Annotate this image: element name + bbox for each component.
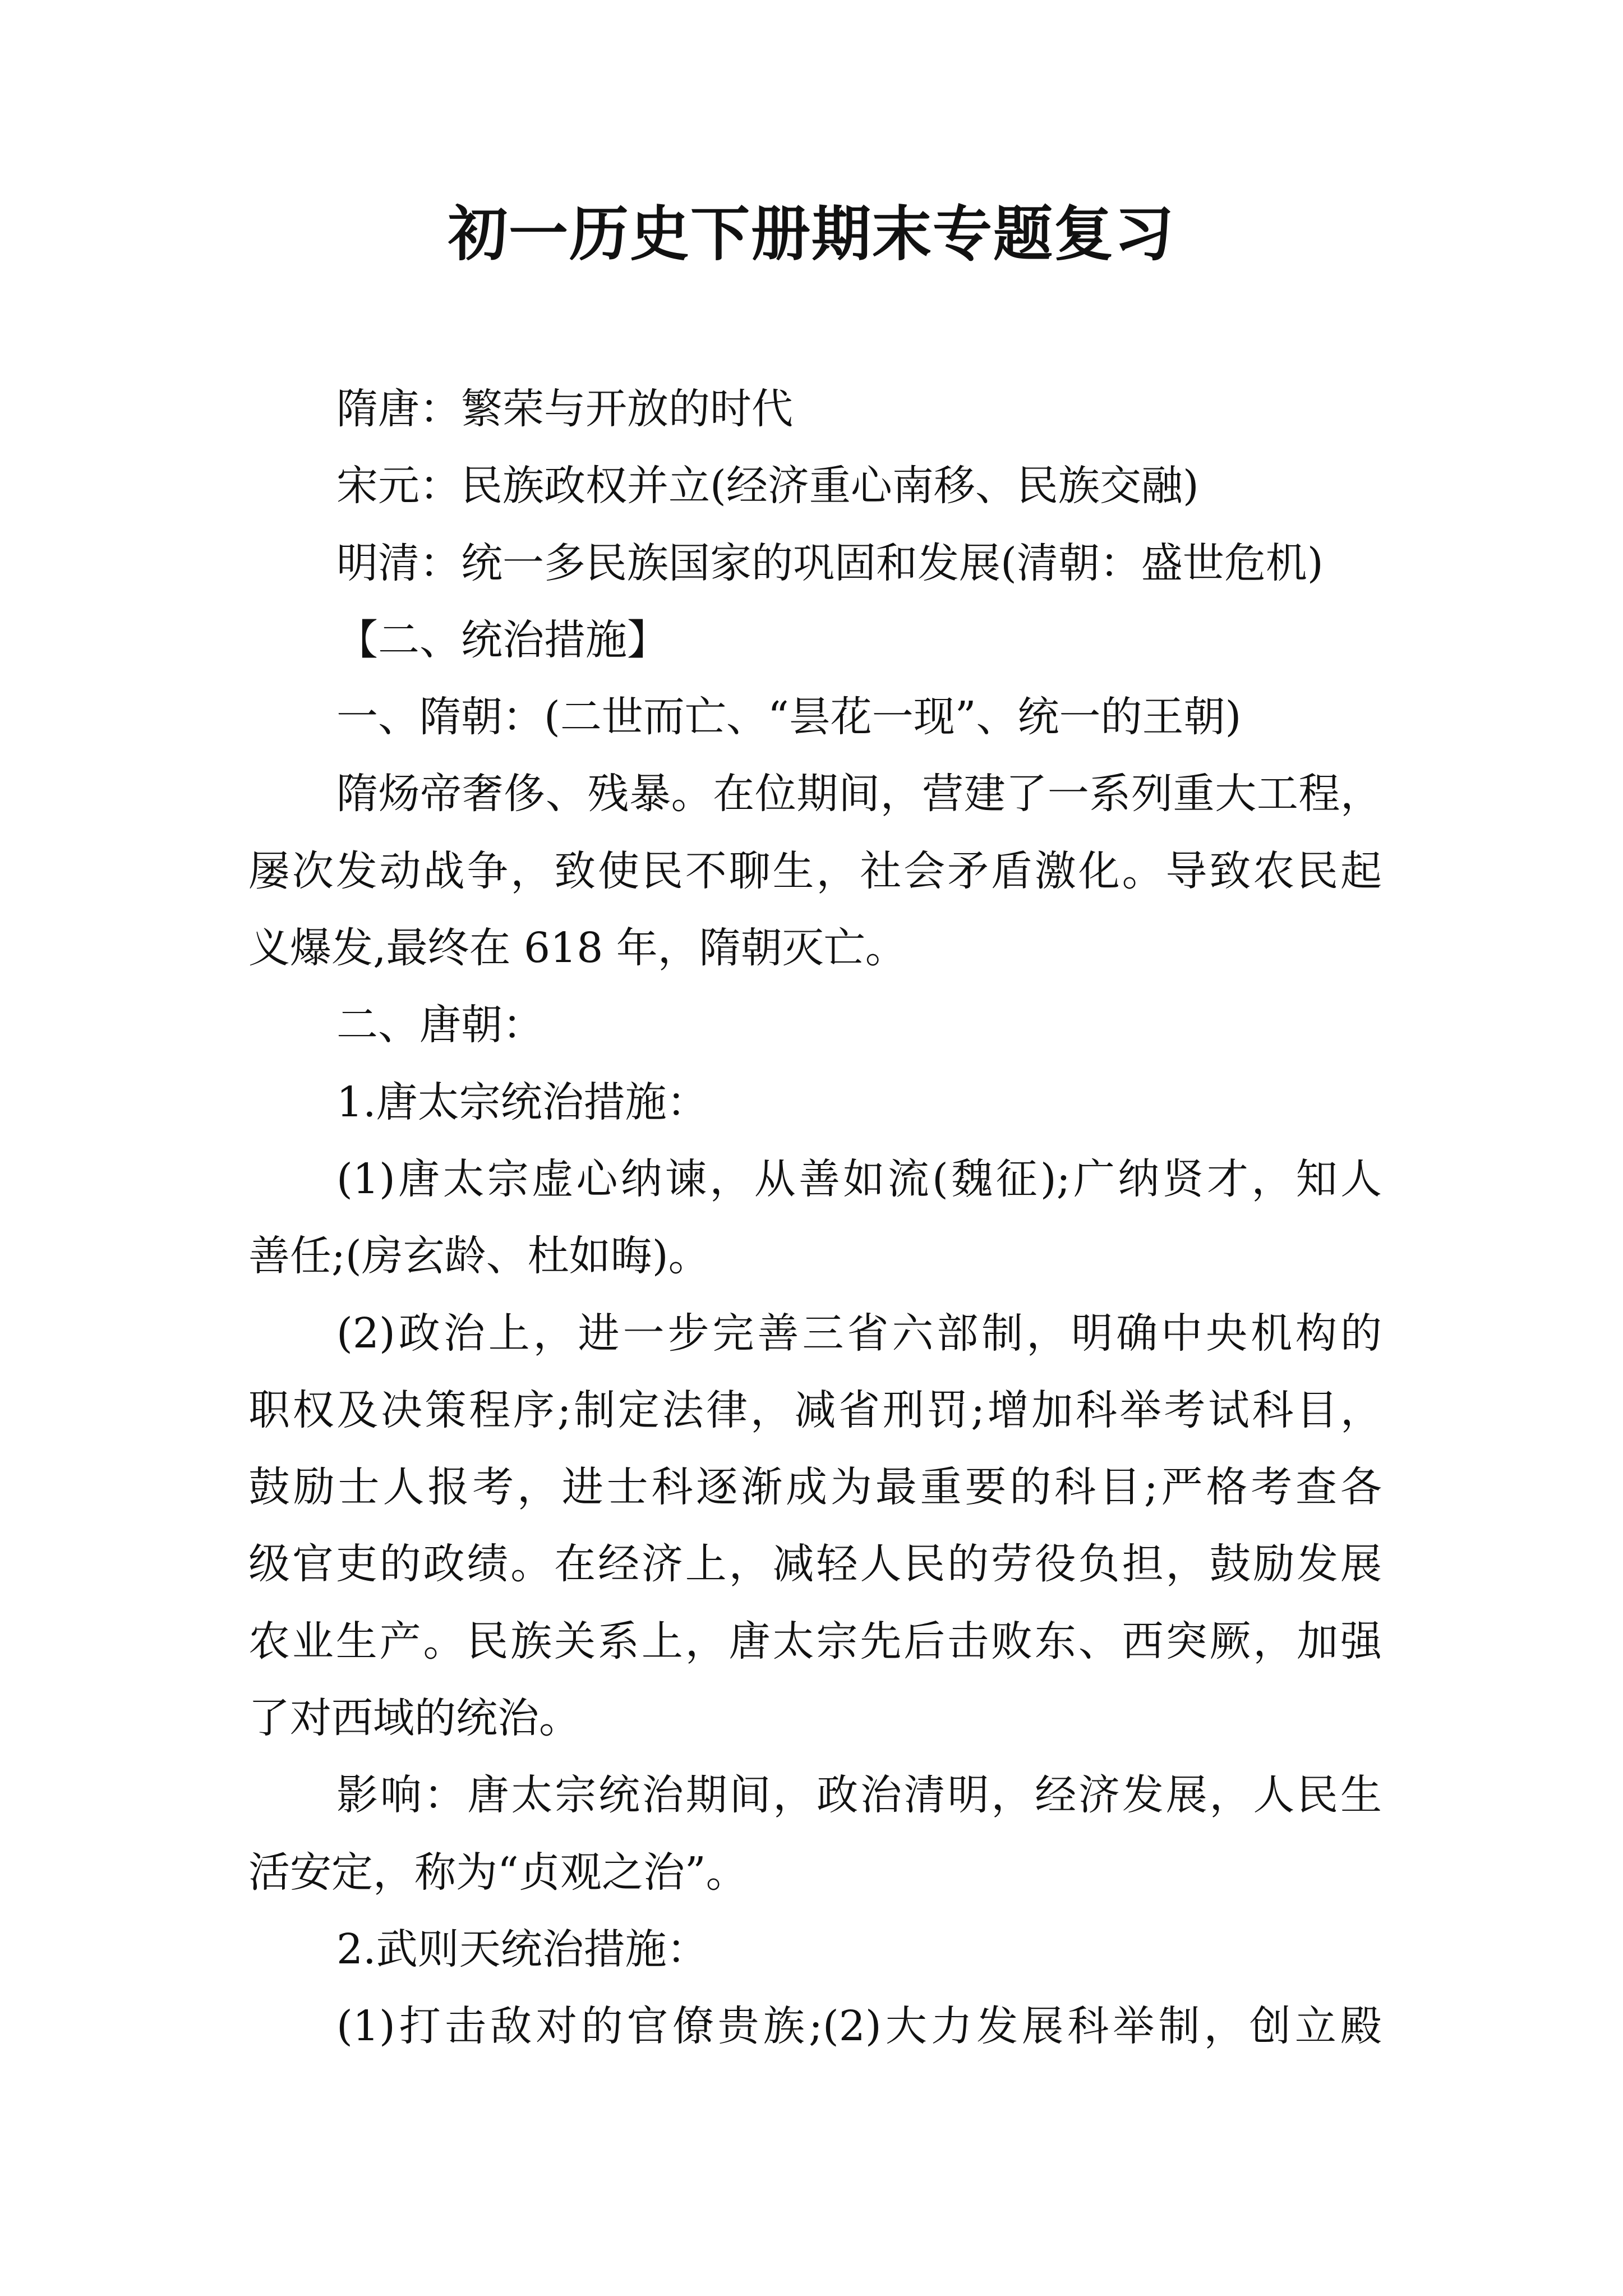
text-line: (1)打击敌对的官僚贵族;(2)大力发展科举制，创立殿 — [336, 2002, 1382, 2051]
text-line: 影响：唐太宗统治期间，政治清明，经济发展，人民生 — [336, 1771, 1382, 1820]
item-heading: 2.武则天统治措施： — [336, 1925, 708, 1973]
text-line: 明清：统一多民族国家的巩固和发展(清朝：盛世危机) — [336, 539, 1324, 587]
item-heading: 1.唐太宗统治措施： — [336, 1078, 708, 1126]
text-line: 了对西域的统治。 — [248, 1694, 580, 1743]
tang-taizong-heading — [248, 1064, 1382, 1141]
text-line: 隋炀帝奢侈、残暴。在位期间，营建了一系列重大工程， — [336, 770, 1382, 818]
text-line: 义爆发,最终在 618 年，隋朝灭亡。 — [248, 924, 907, 973]
text-line: 宋元：民族政权并立(经济重心南移、民族交融) — [336, 462, 1199, 510]
text-line: (2)政治上，进一步完善三省六部制，明确中央机构的 — [336, 1309, 1382, 1358]
tang-taizong-measure-2 — [248, 1295, 1382, 1757]
document-body — [248, 371, 1382, 2065]
era-ming-qing — [248, 525, 1382, 602]
page-title: 初一历史下册期末专题复习 — [448, 199, 1175, 269]
subsection-heading: 一、隋朝：(二世而亡、“昙花一现”、统一的王朝) — [336, 693, 1242, 742]
text-line: 农业生产。民族关系上，唐太宗先后击败东、西突厥，加强 — [248, 1617, 1382, 1665]
era-song-yuan — [248, 448, 1382, 524]
tang-dynasty-heading — [248, 987, 1382, 1064]
section-heading-governance — [248, 602, 1382, 679]
wu-zetian-heading — [248, 1911, 1382, 1988]
text-line: 隋唐：繁荣与开放的时代 — [336, 385, 793, 433]
subsection-heading: 二、唐朝： — [336, 1001, 544, 1050]
sui-dynasty-text — [248, 756, 1382, 987]
text-line: 活安定，称为“贞观之治”。 — [248, 1848, 748, 1897]
era-sui-tang — [248, 371, 1382, 448]
text-line: 屡次发动战争，致使民不聊生，社会矛盾激化。导致农民起 — [248, 846, 1382, 895]
wu-zetian-measures — [248, 1988, 1382, 2065]
tang-taizong-measure-1 — [248, 1141, 1382, 1295]
text-line: 职权及决策程序;制定法律，减省刑罚;增加科举考试科目， — [248, 1386, 1382, 1434]
tang-taizong-impact — [248, 1757, 1382, 1911]
text-line: 善任;(房玄龄、杜如晦)。 — [248, 1232, 710, 1281]
text-line: 鼓励士人报考，进士科逐渐成为最重要的科目;严格考查各 — [248, 1463, 1382, 1512]
text-line: 级官吏的政绩。在经济上，减轻人民的劳役负担，鼓励发展 — [248, 1540, 1382, 1589]
sui-dynasty-heading — [248, 679, 1382, 756]
text-line: (1)唐太宗虚心纳谏，从善如流(魏征);广纳贤才，知人 — [336, 1154, 1382, 1203]
section-heading: 【二、统治措施】 — [336, 615, 668, 664]
